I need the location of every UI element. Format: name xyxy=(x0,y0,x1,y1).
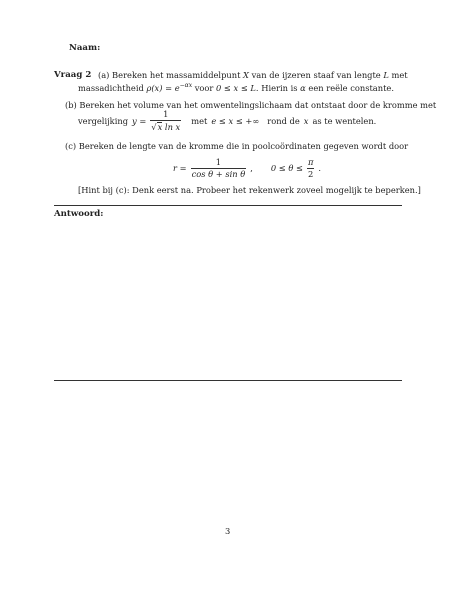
question-label: Vraag 2 xyxy=(54,70,92,80)
part-a-line1 xyxy=(98,71,408,79)
part-c-equation xyxy=(173,155,321,181)
part-a-line2-end: een reële constante. xyxy=(308,82,394,93)
part-b-line1: (b) Bereken het volume van het omwentelingslichaam dat ontstaat door de kromme met xyxy=(65,100,437,110)
part-b-line2-prefix: vergelijking xyxy=(78,115,129,126)
part-b-x: x xyxy=(303,115,309,126)
density-range: 0 ≤ x ≤ L. xyxy=(216,82,259,93)
part-a-text: (a) Bereken het massamiddelpunt xyxy=(98,70,241,80)
part-c-fraction xyxy=(191,158,247,178)
var-x: X xyxy=(243,70,249,80)
density-exponent: −αx xyxy=(179,82,193,89)
part-b-fraction-denominator xyxy=(150,122,181,132)
part-a-line2 xyxy=(78,83,394,92)
part-c-line1: (c) Bereken de lengte van de kromme die in poolcoördinaten gegeven wordt door xyxy=(65,141,409,151)
hint-text: [Hint bij (c): Denk eerst na. Probeer het rekenwerk zoveel mogelijk te beperken.] xyxy=(78,185,421,195)
density-formula: ρ(x) = e xyxy=(146,82,180,93)
fraction-bar xyxy=(150,120,181,121)
answer-label: Antwoord: xyxy=(54,209,104,219)
part-b-fraction xyxy=(150,110,181,131)
part-c-eq-lhs: r = xyxy=(173,162,187,173)
alpha-symbol: α xyxy=(300,82,306,93)
part-b-range: e ≤ x ≤ +∞ xyxy=(211,115,260,126)
var-l: L xyxy=(383,70,389,80)
theta-range: 0 ≤ θ ≤ xyxy=(270,162,303,173)
sqrt-arg: x xyxy=(157,122,163,132)
answer-top-rule xyxy=(54,205,402,206)
part-c-period: . xyxy=(318,162,322,173)
part-a-text-mid: van de ijzeren staaf van lengte xyxy=(251,70,381,80)
part-b-met: met xyxy=(191,115,208,126)
part-a-line2-suffix: Hierin is xyxy=(261,82,298,93)
part-c-fraction-denominator: cos θ + sin θ xyxy=(191,168,246,179)
part-b-line2 xyxy=(78,109,376,133)
sqrt-sign: √ xyxy=(151,122,157,132)
name-label: Naam: xyxy=(69,43,101,53)
part-c-fraction-numerator: 1 xyxy=(215,156,222,167)
two-denominator: 2 xyxy=(308,168,314,179)
part-b-fraction-numerator: 1 xyxy=(163,109,169,120)
part-c-comma: , xyxy=(250,162,253,173)
ln-term: ln x xyxy=(164,122,181,132)
part-a-text-suffix: met xyxy=(391,70,408,80)
part-a-line2-mid: voor xyxy=(194,82,214,93)
part-a-line2-prefix: massadichtheid xyxy=(78,82,144,93)
part-b-suffix: rond de xyxy=(267,115,300,126)
part-b-end: as te wentelen. xyxy=(312,115,377,126)
pi-symbol: π xyxy=(307,156,314,167)
part-b-eq-lhs: y = xyxy=(132,115,147,126)
answer-bottom-rule xyxy=(54,380,402,381)
page-number: 3 xyxy=(225,526,231,536)
pi-over-two xyxy=(307,158,314,178)
